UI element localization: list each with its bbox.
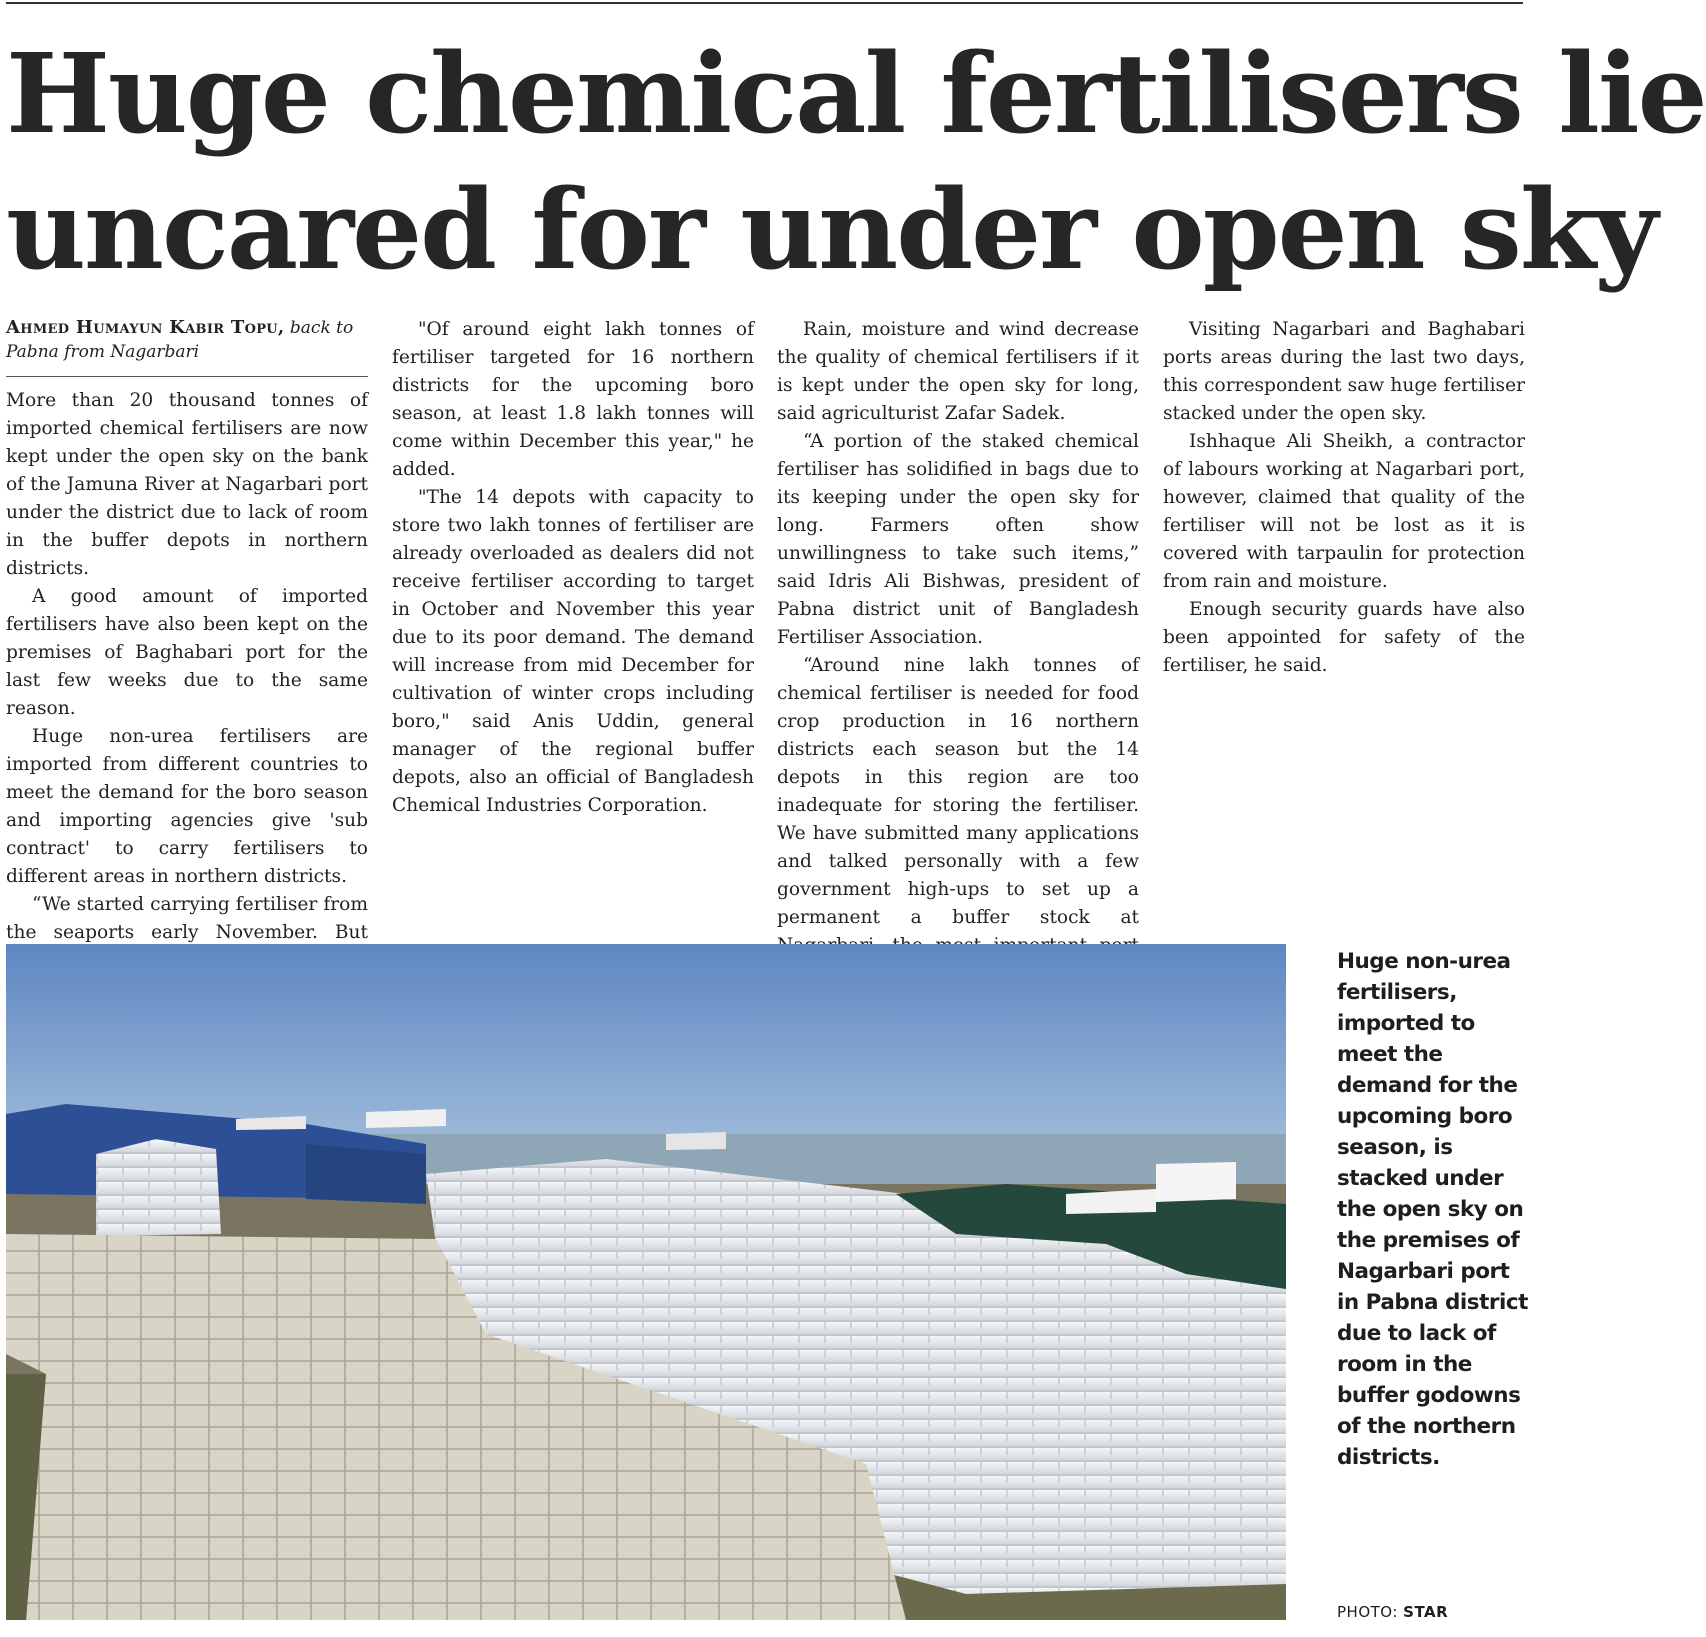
article-paragraph: “A portion of the staked chemical fertiliser has solidified in bags due to its keeping under the open sky for long. Farmers often show unwillingness to take such items,” said Idris Ali Bishwas, president of Pabna district unit of Bangladesh Fertiliser Association. <box>777 431 1139 648</box>
photo-credit-label: PHOTO: <box>1337 1603 1398 1621</box>
article-paragraph: Ishhaque Ali Sheikh, a contractor of labours working at Nagarbari port, however, claimed that quality of the fertiliser will not be lost as it is covered with tarpaulin for protection from rain and moisture. <box>1163 431 1525 592</box>
article-body <box>6 316 1526 943</box>
article-paragraph: “Around nine lakh tonnes of chemical fertiliser is needed for food crop production in 16 northern districts each season but the 14 depots in this region are too inadequate for storing the fertiliser. We have submitted many applications and talked personally with a few government high-ups to set up a permanent a buffer stock at <box>777 655 1139 928</box>
article-paragraph: “We started carrying fertiliser from the seaports early November. But <box>6 894 368 943</box>
article-paragraph: Visiting Nagarbari and Baghabari ports areas during the last two days, this correspondent saw huge fertiliser stacked under the open sky. <box>1163 319 1525 424</box>
article-paragraph: Rain, moisture and wind decrease the quality of chemical fertilisers if it is kept under the open sky for long, said agriculturist Zafar Sadek. <box>777 319 1139 424</box>
article-paragraph: Huge non-urea fertilisers are imported from different countries to meet the demand for the boro season and importing agencies give 'sub contract' to carry fertilisers to different areas in northern districts. <box>6 726 368 887</box>
photo-caption: Huge non-urea fertilisers, imported to meet the demand for the upcoming boro season, is stacked under the open sky on the premises of Nagarbari port in Pabna district due to lack of room in the buffer godowns of the northern districts. <box>1337 949 1528 1470</box>
headline <box>6 26 1706 298</box>
article-paragraph: More than 20 thousand tonnes of imported chemical fertilisers are now kept under the open sky on the bank of the Jamuna River at Nagarbari port under the district due to lack of room in the buffer depots in northern districts. <box>6 390 368 579</box>
article-paragraph: "Of around eight lakh tonnes of fertiliser targeted for 16 northern districts for the upcoming boro season, at least 1.8 lakh tonnes will come within December this year," he added. <box>392 319 754 480</box>
article-column-4 <box>1163 316 1525 680</box>
photo-credit-source: STAR <box>1403 1603 1449 1621</box>
article-column-2 <box>392 316 754 820</box>
byline-place: back to Pabna from Nagarbari <box>6 318 354 362</box>
photo-credit <box>1337 1603 1448 1621</box>
article-column-3 <box>777 316 1139 1016</box>
headline-line-2: uncared for under open sky <box>6 165 1656 294</box>
byline <box>6 316 368 377</box>
headline-line-1: Huge chemical fertilisers lie <box>6 29 1706 158</box>
article-paragraph: A good amount of imported fertilisers have also been kept on the premises of Baghabari port for the last few weeks due to the same reason. <box>6 586 368 719</box>
article-paragraph: "The 14 depots with capacity to store two lakh tonnes of fertiliser are already overloaded as dealers did not receive fertiliser according to target in October and November this year due to its poor demand. The demand will increase from mid December for cultivation of winter crops including boro," said Anis Uddin, general manager of the regional buffer depots, also an official of Bangladesh Chemical Industries Corporation. <box>392 487 754 816</box>
top-rule <box>6 2 1523 4</box>
article-paragraph: Enough security guards have also been appointed for safety of the fertiliser, he said. <box>1163 599 1525 676</box>
news-photo <box>6 944 1286 1620</box>
photo-sack-stack-left <box>96 1139 221 1236</box>
byline-author: Ahmed Humayun Kabir Topu, <box>6 317 285 338</box>
